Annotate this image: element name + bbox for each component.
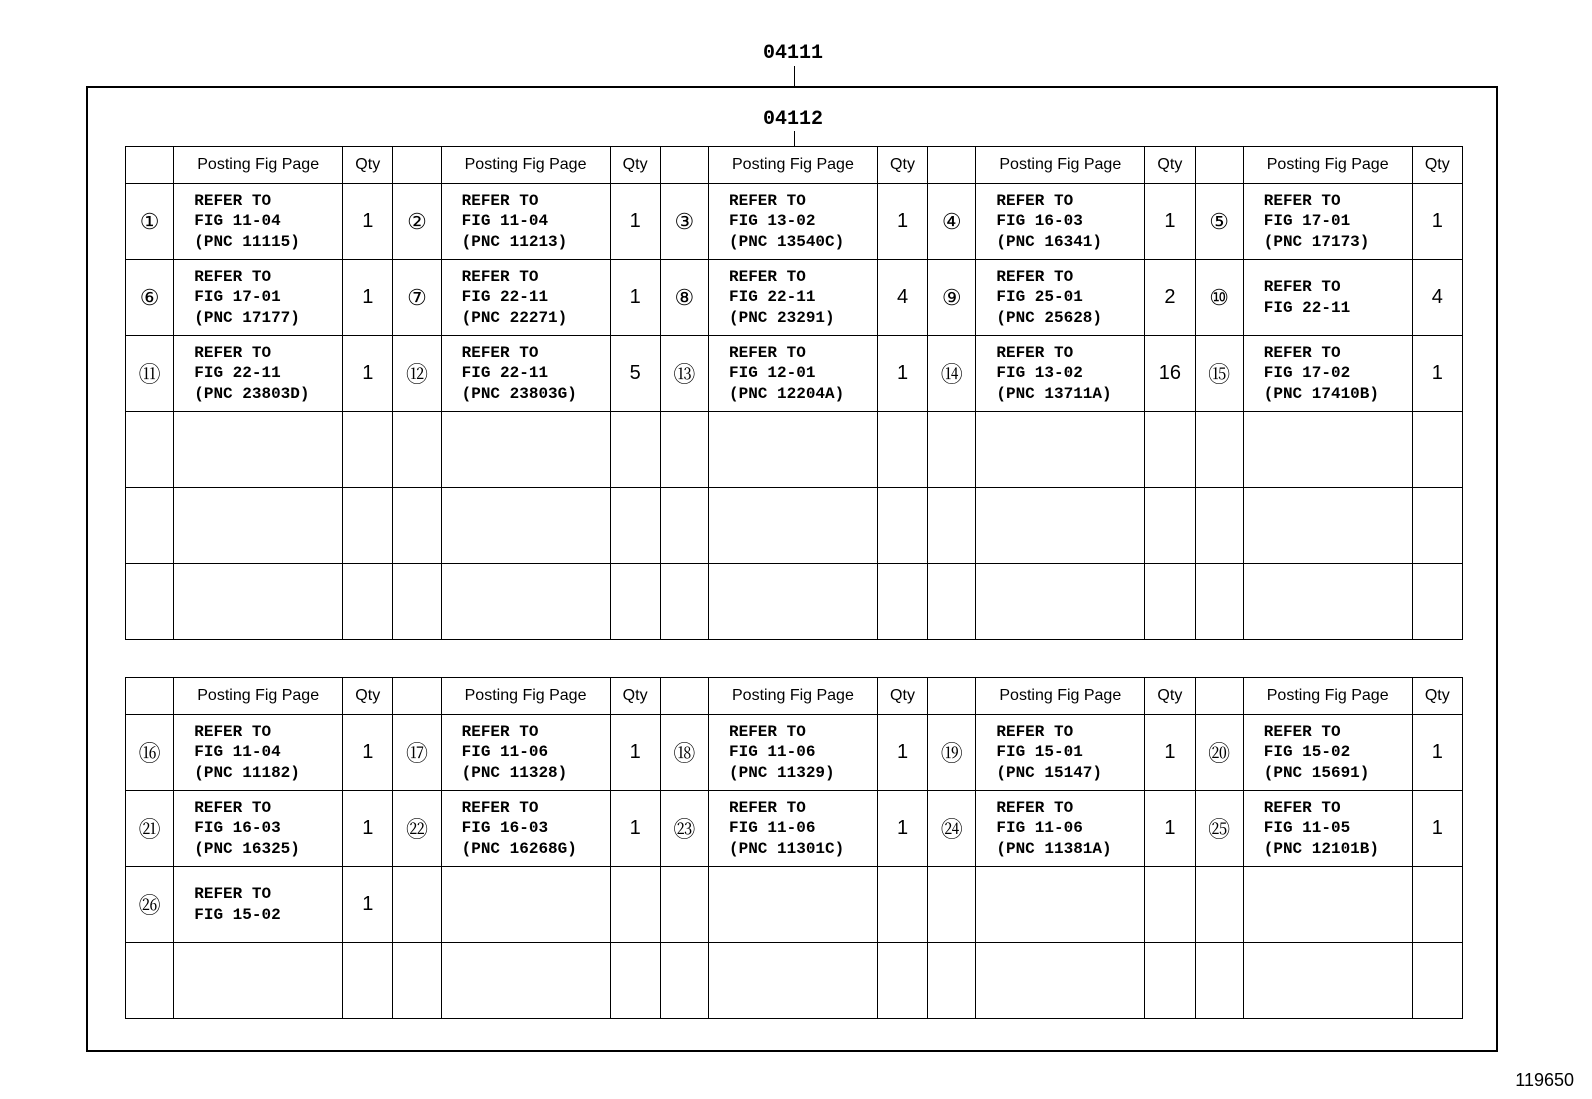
empty-cell xyxy=(660,488,708,564)
quantity xyxy=(877,867,927,943)
quantity: 1 xyxy=(1412,715,1462,791)
header-qty: Qty xyxy=(610,147,660,184)
quantity xyxy=(1145,867,1195,943)
leader-line-04112 xyxy=(794,131,795,146)
header-num-cell xyxy=(126,147,174,184)
header-description: Posting Fig Page xyxy=(174,678,343,715)
quantity: 1 xyxy=(877,336,927,412)
header-num-cell xyxy=(393,147,441,184)
empty-cell xyxy=(1412,488,1462,564)
empty-cell xyxy=(174,564,343,640)
posting-fig-reference: REFER TO FIG 11-04 (PNC 11213) xyxy=(441,184,610,260)
table-row xyxy=(126,260,1463,336)
empty-cell xyxy=(174,412,343,488)
empty-cell xyxy=(343,564,393,640)
posting-fig-reference: REFER TO FIG 15-02 xyxy=(174,867,343,943)
empty-cell xyxy=(660,943,708,1019)
header-description: Posting Fig Page xyxy=(1243,147,1412,184)
empty-cell xyxy=(610,488,660,564)
quantity: 2 xyxy=(1145,260,1195,336)
empty-cell xyxy=(1195,412,1243,488)
ref-number: ⑩ xyxy=(1195,260,1243,336)
empty-cell xyxy=(610,564,660,640)
posting-fig-reference: REFER TO FIG 15-02 (PNC 15691) xyxy=(1243,715,1412,791)
quantity: 1 xyxy=(877,791,927,867)
quantity: 1 xyxy=(1412,791,1462,867)
posting-fig-reference: REFER TO FIG 25-01 (PNC 25628) xyxy=(976,260,1145,336)
posting-fig-reference xyxy=(709,867,878,943)
empty-cell xyxy=(976,943,1145,1019)
table-row xyxy=(126,336,1463,412)
quantity: 1 xyxy=(1145,184,1195,260)
empty-cell xyxy=(1412,943,1462,1019)
empty-cell xyxy=(928,943,976,1019)
header-description: Posting Fig Page xyxy=(441,147,610,184)
ref-number xyxy=(660,867,708,943)
empty-cell xyxy=(1243,488,1412,564)
quantity: 1 xyxy=(610,791,660,867)
header-qty: Qty xyxy=(1145,678,1195,715)
posting-fig-reference: REFER TO FIG 22-11 (PNC 23291) xyxy=(709,260,878,336)
quantity: 1 xyxy=(343,184,393,260)
ref-number: ㉓ xyxy=(660,791,708,867)
posting-fig-reference xyxy=(441,867,610,943)
empty-row xyxy=(126,943,1463,1019)
quantity xyxy=(610,867,660,943)
posting-fig-reference: REFER TO FIG 13-02 (PNC 13711A) xyxy=(976,336,1145,412)
header-num-cell xyxy=(928,678,976,715)
ref-number: ⑬ xyxy=(660,336,708,412)
empty-cell xyxy=(343,412,393,488)
quantity: 16 xyxy=(1145,336,1195,412)
quantity: 1 xyxy=(877,184,927,260)
table-row xyxy=(126,867,1463,943)
ref-number: ⑯ xyxy=(126,715,174,791)
empty-cell xyxy=(709,412,878,488)
quantity: 4 xyxy=(1412,260,1462,336)
empty-cell xyxy=(976,412,1145,488)
header-qty: Qty xyxy=(343,147,393,184)
empty-cell xyxy=(343,943,393,1019)
empty-cell xyxy=(877,488,927,564)
empty-cell xyxy=(393,564,441,640)
ref-number: ⑨ xyxy=(928,260,976,336)
empty-cell xyxy=(393,412,441,488)
ref-number: ㉖ xyxy=(126,867,174,943)
empty-cell xyxy=(610,943,660,1019)
empty-cell xyxy=(928,412,976,488)
ref-number: ㉕ xyxy=(1195,791,1243,867)
ref-number xyxy=(1195,867,1243,943)
header-qty: Qty xyxy=(1145,147,1195,184)
posting-fig-reference: REFER TO FIG 11-06 (PNC 11301C) xyxy=(709,791,878,867)
header-qty: Qty xyxy=(1412,678,1462,715)
empty-cell xyxy=(1412,564,1462,640)
header-num-cell xyxy=(393,678,441,715)
posting-fig-reference: REFER TO FIG 16-03 (PNC 16325) xyxy=(174,791,343,867)
empty-cell xyxy=(126,488,174,564)
quantity: 5 xyxy=(610,336,660,412)
ref-number: ㉔ xyxy=(928,791,976,867)
header-description: Posting Fig Page xyxy=(976,147,1145,184)
empty-cell xyxy=(1195,488,1243,564)
ref-number xyxy=(928,867,976,943)
empty-cell xyxy=(1195,564,1243,640)
posting-fig-reference: REFER TO FIG 13-02 (PNC 13540C) xyxy=(709,184,878,260)
ref-number: ③ xyxy=(660,184,708,260)
header-qty: Qty xyxy=(610,678,660,715)
empty-cell xyxy=(877,412,927,488)
header-description: Posting Fig Page xyxy=(174,147,343,184)
header-num-cell xyxy=(1195,147,1243,184)
posting-fig-reference: REFER TO FIG 15-01 (PNC 15147) xyxy=(976,715,1145,791)
ref-number: ⑤ xyxy=(1195,184,1243,260)
ref-number: ㉑ xyxy=(126,791,174,867)
empty-cell xyxy=(660,564,708,640)
header-description: Posting Fig Page xyxy=(441,678,610,715)
empty-cell xyxy=(877,564,927,640)
empty-cell xyxy=(174,943,343,1019)
ref-number: ⑳ xyxy=(1195,715,1243,791)
ref-number: ② xyxy=(393,184,441,260)
quantity: 4 xyxy=(877,260,927,336)
posting-fig-reference: REFER TO FIG 17-01 (PNC 17177) xyxy=(174,260,343,336)
header-description: Posting Fig Page xyxy=(976,678,1145,715)
header-num-cell xyxy=(928,147,976,184)
ref-number: ⑮ xyxy=(1195,336,1243,412)
posting-fig-reference xyxy=(1243,867,1412,943)
empty-cell xyxy=(928,488,976,564)
ref-number: ⑪ xyxy=(126,336,174,412)
table-row xyxy=(126,715,1463,791)
empty-cell xyxy=(1243,943,1412,1019)
posting-fig-reference: REFER TO FIG 11-06 (PNC 11328) xyxy=(441,715,610,791)
quantity: 1 xyxy=(343,867,393,943)
posting-fig-reference: REFER TO FIG 11-04 (PNC 11182) xyxy=(174,715,343,791)
empty-cell xyxy=(126,564,174,640)
quantity: 1 xyxy=(343,336,393,412)
empty-cell xyxy=(1412,412,1462,488)
parts-table-bottom xyxy=(125,677,1463,1019)
empty-cell xyxy=(709,943,878,1019)
ref-number: ⑦ xyxy=(393,260,441,336)
empty-cell xyxy=(610,412,660,488)
quantity: 1 xyxy=(610,184,660,260)
empty-cell xyxy=(976,488,1145,564)
empty-cell xyxy=(441,412,610,488)
top-header-row xyxy=(126,147,1463,184)
empty-cell xyxy=(1195,943,1243,1019)
posting-fig-reference: REFER TO FIG 17-02 (PNC 17410B) xyxy=(1243,336,1412,412)
quantity: 1 xyxy=(1412,184,1462,260)
label-04111: 04111 xyxy=(763,42,824,65)
empty-cell xyxy=(441,488,610,564)
posting-fig-reference: REFER TO FIG 16-03 (PNC 16341) xyxy=(976,184,1145,260)
header-qty: Qty xyxy=(877,678,927,715)
empty-cell xyxy=(441,943,610,1019)
label-04112: 04112 xyxy=(763,108,824,131)
posting-fig-reference: REFER TO FIG 22-11 (PNC 23803G) xyxy=(441,336,610,412)
empty-row xyxy=(126,412,1463,488)
table-row xyxy=(126,184,1463,260)
ref-number: ⑱ xyxy=(660,715,708,791)
header-description: Posting Fig Page xyxy=(709,678,878,715)
quantity: 1 xyxy=(610,260,660,336)
header-num-cell xyxy=(660,147,708,184)
ref-number: ⑰ xyxy=(393,715,441,791)
empty-cell xyxy=(1145,564,1195,640)
ref-number: ⑭ xyxy=(928,336,976,412)
quantity: 1 xyxy=(1412,336,1462,412)
empty-cell xyxy=(393,488,441,564)
empty-cell xyxy=(1145,412,1195,488)
quantity: 1 xyxy=(877,715,927,791)
header-num-cell xyxy=(660,678,708,715)
empty-cell xyxy=(928,564,976,640)
ref-number: ⑧ xyxy=(660,260,708,336)
posting-fig-reference: REFER TO FIG 11-05 (PNC 12101B) xyxy=(1243,791,1412,867)
empty-row xyxy=(126,488,1463,564)
ref-number xyxy=(393,867,441,943)
posting-fig-reference: REFER TO FIG 22-11 xyxy=(1243,260,1412,336)
quantity: 1 xyxy=(343,715,393,791)
leader-line-04111 xyxy=(794,66,795,86)
header-qty: Qty xyxy=(343,678,393,715)
table-row xyxy=(126,791,1463,867)
empty-cell xyxy=(441,564,610,640)
empty-cell xyxy=(1243,564,1412,640)
empty-cell xyxy=(343,488,393,564)
empty-cell xyxy=(660,412,708,488)
header-description: Posting Fig Page xyxy=(1243,678,1412,715)
posting-fig-reference xyxy=(976,867,1145,943)
parts-table-top xyxy=(125,146,1463,640)
posting-fig-reference: REFER TO FIG 22-11 (PNC 22271) xyxy=(441,260,610,336)
posting-fig-reference: REFER TO FIG 11-04 (PNC 11115) xyxy=(174,184,343,260)
ref-number: ⑫ xyxy=(393,336,441,412)
header-num-cell xyxy=(126,678,174,715)
empty-cell xyxy=(709,564,878,640)
empty-cell xyxy=(1145,488,1195,564)
quantity xyxy=(1412,867,1462,943)
header-description: Posting Fig Page xyxy=(709,147,878,184)
ref-number: ⑥ xyxy=(126,260,174,336)
header-qty: Qty xyxy=(877,147,927,184)
quantity: 1 xyxy=(1145,791,1195,867)
header-qty: Qty xyxy=(1412,147,1462,184)
posting-fig-reference: REFER TO FIG 11-06 (PNC 11381A) xyxy=(976,791,1145,867)
empty-cell xyxy=(709,488,878,564)
ref-number: ④ xyxy=(928,184,976,260)
empty-cell xyxy=(1145,943,1195,1019)
ref-number: ① xyxy=(126,184,174,260)
empty-cell xyxy=(126,943,174,1019)
ref-number: ⑲ xyxy=(928,715,976,791)
posting-fig-reference: REFER TO FIG 22-11 (PNC 23803D) xyxy=(174,336,343,412)
empty-cell xyxy=(1243,412,1412,488)
figure-number: 119650 xyxy=(1515,1070,1574,1090)
quantity: 1 xyxy=(610,715,660,791)
header-num-cell xyxy=(1195,678,1243,715)
quantity: 1 xyxy=(1145,715,1195,791)
empty-cell xyxy=(877,943,927,1019)
ref-number: ㉒ xyxy=(393,791,441,867)
quantity: 1 xyxy=(343,260,393,336)
posting-fig-reference: REFER TO FIG 17-01 (PNC 17173) xyxy=(1243,184,1412,260)
posting-fig-reference: REFER TO FIG 11-06 (PNC 11329) xyxy=(709,715,878,791)
posting-fig-reference: REFER TO FIG 12-01 (PNC 12204A) xyxy=(709,336,878,412)
empty-cell xyxy=(126,412,174,488)
quantity: 1 xyxy=(343,791,393,867)
posting-fig-reference: REFER TO FIG 16-03 (PNC 16268G) xyxy=(441,791,610,867)
bottom-header-row xyxy=(126,678,1463,715)
empty-cell xyxy=(976,564,1145,640)
empty-row xyxy=(126,564,1463,640)
empty-cell xyxy=(174,488,343,564)
empty-cell xyxy=(393,943,441,1019)
